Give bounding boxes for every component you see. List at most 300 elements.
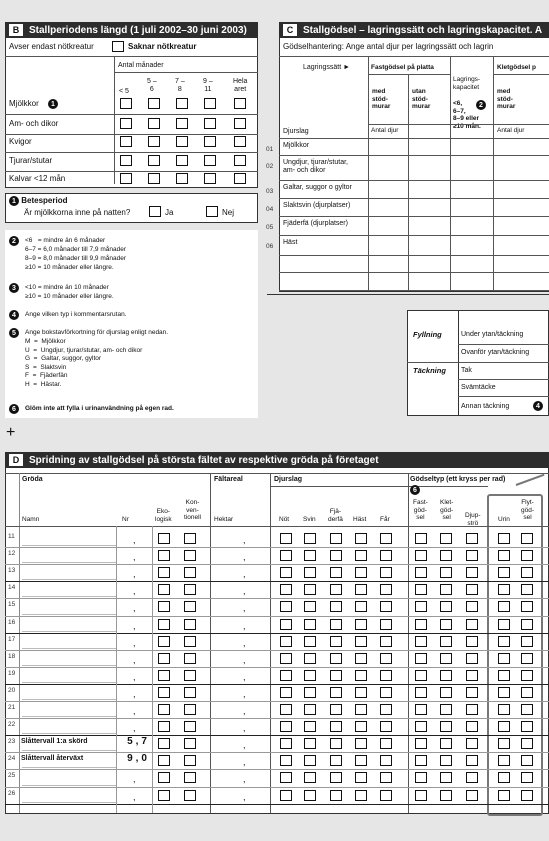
crop-name-input[interactable] bbox=[21, 772, 116, 784]
months-header: Antal månader bbox=[118, 62, 164, 69]
note-3-line: ≥10 = 10 månader eller längre. bbox=[25, 293, 114, 300]
spridning-checkbox[interactable] bbox=[355, 584, 367, 595]
hektar-input[interactable] bbox=[212, 702, 268, 716]
spridning-checkbox[interactable] bbox=[498, 721, 510, 732]
livestock-row-label: Kvigor bbox=[9, 137, 32, 146]
crop-name-input[interactable] bbox=[21, 636, 116, 648]
betesperiod-question: Är mjölkkorna inne på natten? bbox=[24, 208, 131, 217]
spridning-checkbox[interactable] bbox=[440, 687, 452, 698]
spridning-checkbox[interactable] bbox=[415, 636, 427, 647]
spridning-checkbox[interactable] bbox=[440, 755, 452, 766]
spridning-checkbox[interactable] bbox=[304, 653, 316, 664]
stallperiod-checkbox[interactable] bbox=[204, 136, 216, 147]
hektar-input[interactable] bbox=[212, 753, 268, 767]
spridning-checkbox[interactable] bbox=[158, 533, 170, 544]
spridning-checkbox[interactable] bbox=[330, 687, 342, 698]
spridning-checkbox[interactable] bbox=[280, 755, 292, 766]
spridning-checkbox[interactable] bbox=[158, 704, 170, 715]
spridning-checkbox[interactable] bbox=[498, 755, 510, 766]
spridning-checkbox[interactable] bbox=[355, 755, 367, 766]
spridning-checkbox[interactable] bbox=[380, 772, 392, 783]
stallperiod-checkbox[interactable] bbox=[234, 173, 246, 184]
spridning-checkbox[interactable] bbox=[355, 790, 367, 801]
spridning-checkbox[interactable] bbox=[415, 567, 427, 578]
spridning-checkbox[interactable] bbox=[355, 550, 367, 561]
antal-djur-input[interactable] bbox=[494, 217, 548, 234]
spridning-checkbox[interactable] bbox=[521, 533, 533, 544]
spridning-checkbox[interactable] bbox=[304, 584, 316, 595]
spridning-checkbox[interactable] bbox=[330, 790, 342, 801]
spridning-checkbox[interactable] bbox=[304, 755, 316, 766]
spridning-checkbox[interactable] bbox=[158, 653, 170, 664]
spridning-checkbox[interactable] bbox=[521, 567, 533, 578]
spridning-checkbox[interactable] bbox=[380, 601, 392, 612]
spridning-checkbox[interactable] bbox=[304, 721, 316, 732]
months-column-header: 5 – 6 bbox=[147, 78, 157, 93]
spridning-checkbox[interactable] bbox=[415, 772, 427, 783]
spridning-checkbox[interactable] bbox=[304, 772, 316, 783]
spridning-checkbox[interactable] bbox=[158, 550, 170, 561]
crop-name-input[interactable]: Slåttervall 1:a skörd bbox=[21, 738, 88, 746]
spridning-checkbox[interactable] bbox=[184, 790, 196, 801]
hektar-input[interactable] bbox=[212, 788, 268, 802]
spridning-checkbox[interactable] bbox=[440, 601, 452, 612]
spridning-checkbox[interactable] bbox=[498, 653, 510, 664]
spridning-checkbox[interactable] bbox=[498, 636, 510, 647]
spridning-checkbox[interactable] bbox=[380, 636, 392, 647]
antal-djur-input[interactable] bbox=[494, 181, 548, 197]
crop-name-input[interactable]: Slåttervall återväxt bbox=[21, 755, 84, 763]
spridning-checkbox[interactable] bbox=[280, 567, 292, 578]
spridning-checkbox[interactable] bbox=[184, 704, 196, 715]
saknar-notkreatur-checkbox[interactable] bbox=[112, 41, 124, 52]
spridning-checkbox[interactable] bbox=[440, 636, 452, 647]
spridning-checkbox[interactable] bbox=[304, 567, 316, 578]
decimal-comma: , bbox=[133, 552, 136, 563]
note-2-line: ≥10 = 10 månader eller längre. bbox=[25, 264, 114, 271]
antal-djur-input[interactable] bbox=[494, 139, 548, 154]
antal-djur-input[interactable] bbox=[409, 139, 449, 154]
antal-djur-input[interactable] bbox=[494, 156, 548, 179]
spridning-checkbox[interactable] bbox=[521, 601, 533, 612]
spridning-checkbox[interactable] bbox=[330, 670, 342, 681]
spridning-checkbox[interactable] bbox=[380, 790, 392, 801]
spridning-checkbox[interactable] bbox=[304, 619, 316, 630]
antal-djur-input[interactable] bbox=[451, 139, 492, 154]
spridning-checkbox[interactable] bbox=[415, 704, 427, 715]
stallperiod-checkbox[interactable] bbox=[120, 118, 132, 129]
antal-djur-input[interactable] bbox=[451, 217, 492, 234]
spridning-checkbox[interactable] bbox=[355, 567, 367, 578]
spridning-checkbox[interactable] bbox=[184, 619, 196, 630]
hektar-input[interactable] bbox=[212, 617, 268, 631]
crop-name-input[interactable] bbox=[21, 567, 116, 579]
spridning-checkbox[interactable] bbox=[440, 550, 452, 561]
spridning-checkbox[interactable] bbox=[280, 704, 292, 715]
stallperiod-checkbox[interactable] bbox=[234, 155, 246, 166]
spridning-checkbox[interactable] bbox=[415, 687, 427, 698]
spridning-checkbox[interactable] bbox=[330, 704, 342, 715]
spridning-checkbox[interactable] bbox=[280, 772, 292, 783]
spridning-checkbox[interactable] bbox=[521, 670, 533, 681]
antal-djur-input[interactable] bbox=[451, 156, 492, 179]
spridning-checkbox[interactable] bbox=[440, 704, 452, 715]
spridning-checkbox[interactable] bbox=[355, 772, 367, 783]
spridning-checkbox[interactable] bbox=[304, 687, 316, 698]
spridning-checkbox[interactable] bbox=[466, 704, 478, 715]
spridning-checkbox[interactable] bbox=[330, 601, 342, 612]
spridning-checkbox[interactable] bbox=[280, 550, 292, 561]
crop-name-input[interactable] bbox=[21, 619, 116, 631]
decimal-comma: , bbox=[243, 723, 246, 734]
spridning-checkbox[interactable] bbox=[498, 533, 510, 544]
spridning-checkbox[interactable] bbox=[466, 670, 478, 681]
spridning-checkbox[interactable] bbox=[415, 738, 427, 749]
spridning-checkbox[interactable] bbox=[304, 636, 316, 647]
spridning-checkbox[interactable] bbox=[330, 567, 342, 578]
spridning-checkbox[interactable] bbox=[521, 738, 533, 749]
spridning-checkbox[interactable] bbox=[380, 550, 392, 561]
hektar-input[interactable] bbox=[212, 548, 268, 562]
spridning-checkbox[interactable] bbox=[380, 755, 392, 766]
spridning-checkbox[interactable] bbox=[521, 687, 533, 698]
spridning-checkbox[interactable] bbox=[440, 772, 452, 783]
spridning-checkbox[interactable] bbox=[466, 550, 478, 561]
antal-djur-input[interactable] bbox=[409, 156, 449, 179]
antal-djur-input[interactable] bbox=[409, 181, 449, 197]
spridning-checkbox[interactable] bbox=[498, 704, 510, 715]
spridning-checkbox[interactable] bbox=[521, 721, 533, 732]
spridning-checkbox[interactable] bbox=[466, 738, 478, 749]
spridning-checkbox[interactable] bbox=[158, 790, 170, 801]
spridning-checkbox[interactable] bbox=[521, 619, 533, 630]
stallperiod-checkbox[interactable] bbox=[148, 155, 160, 166]
spridning-checkbox[interactable] bbox=[158, 687, 170, 698]
spridning-checkbox[interactable] bbox=[330, 755, 342, 766]
stallperiod-checkbox[interactable] bbox=[148, 98, 160, 109]
spridning-checkbox[interactable] bbox=[466, 636, 478, 647]
spridning-checkbox[interactable] bbox=[304, 533, 316, 544]
spridning-checkbox[interactable] bbox=[521, 790, 533, 801]
hektar-input[interactable] bbox=[212, 531, 268, 545]
antal-djur-input[interactable] bbox=[369, 181, 407, 197]
spridning-checkbox[interactable] bbox=[498, 670, 510, 681]
antal-djur-input[interactable] bbox=[451, 236, 492, 254]
spridning-checkbox[interactable] bbox=[280, 721, 292, 732]
spridning-checkbox[interactable] bbox=[498, 738, 510, 749]
antal-djur-input[interactable] bbox=[369, 236, 407, 254]
spridning-checkbox[interactable] bbox=[498, 601, 510, 612]
antal-djur-input[interactable] bbox=[369, 217, 407, 234]
spridning-checkbox[interactable] bbox=[330, 738, 342, 749]
spridning-checkbox[interactable] bbox=[521, 653, 533, 664]
spridning-checkbox[interactable] bbox=[466, 687, 478, 698]
spridning-checkbox[interactable] bbox=[184, 772, 196, 783]
spridning-checkbox[interactable] bbox=[521, 584, 533, 595]
spridning-checkbox[interactable] bbox=[304, 790, 316, 801]
spridning-checkbox[interactable] bbox=[415, 790, 427, 801]
spridning-checkbox[interactable] bbox=[415, 584, 427, 595]
spridning-checkbox[interactable] bbox=[415, 550, 427, 561]
spridning-checkbox[interactable] bbox=[304, 670, 316, 681]
stallperiod-checkbox[interactable] bbox=[120, 136, 132, 147]
stallperiod-checkbox[interactable] bbox=[120, 155, 132, 166]
stallperiod-checkbox[interactable] bbox=[148, 136, 160, 147]
spridning-checkbox[interactable] bbox=[415, 653, 427, 664]
stallperiod-checkbox[interactable] bbox=[148, 118, 160, 129]
spridning-checkbox[interactable] bbox=[184, 636, 196, 647]
animal-type-label: Slaktsvin (djurplatser) bbox=[283, 202, 351, 209]
antal-djur-input[interactable] bbox=[369, 139, 407, 154]
spridning-checkbox[interactable] bbox=[184, 533, 196, 544]
spridning-checkbox[interactable] bbox=[184, 670, 196, 681]
djurslag-header: Djurslag bbox=[283, 128, 309, 135]
spridning-checkbox[interactable] bbox=[380, 619, 392, 630]
spridning-checkbox[interactable] bbox=[330, 653, 342, 664]
spridning-checkbox[interactable] bbox=[184, 738, 196, 749]
crop-code-input[interactable]: 9,0 bbox=[127, 753, 150, 765]
spridning-checkbox[interactable] bbox=[440, 738, 452, 749]
spridning-checkbox[interactable] bbox=[380, 721, 392, 732]
decimal-comma: , bbox=[133, 603, 136, 614]
spridning-checkbox[interactable] bbox=[380, 533, 392, 544]
spridning-checkbox[interactable] bbox=[280, 687, 292, 698]
spridning-checkbox[interactable] bbox=[158, 636, 170, 647]
godseltyp-col-header: Urin bbox=[498, 516, 510, 523]
spridning-checkbox[interactable] bbox=[280, 790, 292, 801]
antal-djur-input[interactable] bbox=[494, 236, 548, 254]
antal-djur-input[interactable] bbox=[409, 236, 449, 254]
spridning-checkbox[interactable] bbox=[498, 619, 510, 630]
spridning-checkbox[interactable] bbox=[498, 584, 510, 595]
hektar-input[interactable] bbox=[212, 770, 268, 784]
spridning-checkbox[interactable] bbox=[521, 755, 533, 766]
spridning-checkbox[interactable] bbox=[330, 550, 342, 561]
crop-name-input[interactable] bbox=[21, 533, 116, 545]
stallperiod-checkbox[interactable] bbox=[234, 118, 246, 129]
decimal-comma: , bbox=[243, 603, 246, 614]
row-number: 18 bbox=[8, 652, 16, 660]
spridning-checkbox[interactable] bbox=[158, 601, 170, 612]
spridning-checkbox[interactable] bbox=[521, 550, 533, 561]
spridning-checkbox[interactable] bbox=[158, 772, 170, 783]
spridning-checkbox[interactable] bbox=[466, 601, 478, 612]
stallperiod-checkbox[interactable] bbox=[176, 98, 188, 109]
spridning-checkbox[interactable] bbox=[498, 790, 510, 801]
stallperiod-checkbox[interactable] bbox=[120, 173, 132, 184]
crop-name-input[interactable] bbox=[21, 653, 116, 665]
spridning-checkbox[interactable] bbox=[498, 567, 510, 578]
spridning-checkbox[interactable] bbox=[466, 721, 478, 732]
stallperiod-checkbox[interactable] bbox=[176, 173, 188, 184]
antal-djur-input[interactable] bbox=[409, 217, 449, 234]
spridning-checkbox[interactable] bbox=[440, 721, 452, 732]
spridning-checkbox[interactable] bbox=[184, 653, 196, 664]
spridning-checkbox[interactable] bbox=[280, 670, 292, 681]
hektar-input[interactable] bbox=[212, 634, 268, 648]
crop-name-input[interactable] bbox=[21, 584, 116, 596]
spridning-checkbox[interactable] bbox=[380, 567, 392, 578]
stallperiod-checkbox[interactable] bbox=[148, 173, 160, 184]
spridning-checkbox[interactable] bbox=[380, 670, 392, 681]
spridning-checkbox[interactable] bbox=[380, 584, 392, 595]
spridning-checkbox[interactable] bbox=[330, 619, 342, 630]
spridning-checkbox[interactable] bbox=[280, 619, 292, 630]
spridning-checkbox[interactable] bbox=[355, 653, 367, 664]
spridning-checkbox[interactable] bbox=[304, 550, 316, 561]
stallperiod-checkbox[interactable] bbox=[204, 155, 216, 166]
spridning-checkbox[interactable] bbox=[158, 619, 170, 630]
spridning-checkbox[interactable] bbox=[466, 790, 478, 801]
spridning-checkbox[interactable] bbox=[415, 533, 427, 544]
spridning-checkbox[interactable] bbox=[304, 704, 316, 715]
spridning-checkbox[interactable] bbox=[158, 755, 170, 766]
spridning-checkbox[interactable] bbox=[498, 550, 510, 561]
crop-code-input[interactable]: 5,7 bbox=[127, 736, 150, 748]
hektar-input[interactable] bbox=[212, 719, 268, 733]
antal-djur-input[interactable] bbox=[494, 199, 548, 215]
antal-djur-input[interactable] bbox=[451, 181, 492, 197]
spridning-checkbox[interactable] bbox=[330, 721, 342, 732]
hektar-input[interactable] bbox=[212, 565, 268, 579]
spridning-checkbox[interactable] bbox=[466, 653, 478, 664]
spridning-checkbox[interactable] bbox=[440, 584, 452, 595]
spridning-checkbox[interactable] bbox=[380, 738, 392, 749]
spridning-checkbox[interactable] bbox=[330, 533, 342, 544]
stallperiod-checkbox[interactable] bbox=[234, 98, 246, 109]
spridning-checkbox[interactable] bbox=[466, 755, 478, 766]
spridning-checkbox[interactable] bbox=[158, 670, 170, 681]
hektar-input[interactable] bbox=[212, 685, 268, 699]
spridning-checkbox[interactable] bbox=[330, 584, 342, 595]
spridning-checkbox[interactable] bbox=[280, 533, 292, 544]
spridning-checkbox[interactable] bbox=[280, 601, 292, 612]
spridning-checkbox[interactable] bbox=[355, 636, 367, 647]
spridning-checkbox[interactable] bbox=[380, 653, 392, 664]
stallperiod-checkbox[interactable] bbox=[234, 136, 246, 147]
spridning-checkbox[interactable] bbox=[440, 670, 452, 681]
godseltyp-col-header: Flyt- göd- sel bbox=[521, 499, 535, 521]
spridning-checkbox[interactable] bbox=[355, 704, 367, 715]
spridning-checkbox[interactable] bbox=[158, 721, 170, 732]
spridning-checkbox[interactable] bbox=[355, 619, 367, 630]
spridning-checkbox[interactable] bbox=[355, 687, 367, 698]
spridning-checkbox[interactable] bbox=[440, 567, 452, 578]
spridning-checkbox[interactable] bbox=[380, 687, 392, 698]
crop-name-input[interactable] bbox=[21, 790, 116, 802]
crop-name-input[interactable] bbox=[21, 704, 116, 716]
spridning-checkbox[interactable] bbox=[355, 670, 367, 681]
spridning-checkbox[interactable] bbox=[355, 721, 367, 732]
stallperiod-checkbox[interactable] bbox=[120, 98, 132, 109]
spridning-checkbox[interactable] bbox=[184, 687, 196, 698]
spridning-checkbox[interactable] bbox=[280, 738, 292, 749]
row-number: 05 bbox=[266, 224, 274, 231]
spridning-checkbox[interactable] bbox=[184, 584, 196, 595]
spridning-checkbox[interactable] bbox=[280, 636, 292, 647]
stallperiod-checkbox[interactable] bbox=[204, 118, 216, 129]
spridning-checkbox[interactable] bbox=[415, 721, 427, 732]
spridning-checkbox[interactable] bbox=[158, 584, 170, 595]
spridning-checkbox[interactable] bbox=[158, 738, 170, 749]
spridning-checkbox[interactable] bbox=[280, 653, 292, 664]
spridning-checkbox[interactable] bbox=[440, 619, 452, 630]
spridning-checkbox[interactable] bbox=[466, 567, 478, 578]
spridning-checkbox[interactable] bbox=[440, 533, 452, 544]
spridning-checkbox[interactable] bbox=[304, 601, 316, 612]
stallperiod-checkbox[interactable] bbox=[176, 136, 188, 147]
nej-checkbox[interactable] bbox=[206, 206, 218, 217]
spridning-checkbox[interactable] bbox=[440, 790, 452, 801]
antal-djur-input[interactable] bbox=[369, 156, 407, 179]
spridning-checkbox[interactable] bbox=[415, 755, 427, 766]
spridning-checkbox[interactable] bbox=[498, 687, 510, 698]
spridning-checkbox[interactable] bbox=[184, 721, 196, 732]
spridning-checkbox[interactable] bbox=[158, 567, 170, 578]
spridning-checkbox[interactable] bbox=[280, 584, 292, 595]
spridning-checkbox[interactable] bbox=[466, 584, 478, 595]
spridning-checkbox[interactable] bbox=[521, 772, 533, 783]
crop-name-input[interactable] bbox=[21, 721, 116, 733]
hektar-input[interactable] bbox=[212, 599, 268, 613]
hektar-input[interactable] bbox=[212, 582, 268, 596]
spridning-checkbox[interactable] bbox=[380, 704, 392, 715]
spridning-checkbox[interactable] bbox=[304, 738, 316, 749]
spridning-checkbox[interactable] bbox=[355, 533, 367, 544]
spridning-checkbox[interactable] bbox=[466, 533, 478, 544]
nr-header: Nr bbox=[122, 516, 129, 523]
stallperiod-checkbox[interactable] bbox=[176, 155, 188, 166]
hektar-input[interactable] bbox=[212, 651, 268, 665]
spridning-checkbox[interactable] bbox=[521, 636, 533, 647]
hektar-input[interactable] bbox=[212, 668, 268, 682]
animal-type-label: Mjölkkor bbox=[283, 142, 310, 149]
spridning-checkbox[interactable] bbox=[184, 550, 196, 561]
spridning-checkbox[interactable] bbox=[355, 738, 367, 749]
note-5-line: F = Fjäderfän bbox=[25, 372, 68, 380]
antal-djur-input[interactable] bbox=[409, 199, 449, 215]
crop-name-input[interactable] bbox=[21, 550, 116, 562]
spridning-checkbox[interactable] bbox=[521, 704, 533, 715]
antal-djur-input[interactable] bbox=[451, 199, 492, 215]
hektar-header: Hektar bbox=[214, 516, 234, 523]
spridning-checkbox[interactable] bbox=[415, 601, 427, 612]
spridning-checkbox[interactable] bbox=[355, 601, 367, 612]
ja-checkbox[interactable] bbox=[149, 206, 161, 217]
spridning-checkbox[interactable] bbox=[330, 636, 342, 647]
stallperiod-checkbox[interactable] bbox=[204, 98, 216, 109]
spridning-checkbox[interactable] bbox=[184, 755, 196, 766]
spridning-checkbox[interactable] bbox=[330, 772, 342, 783]
crop-name-input[interactable] bbox=[21, 670, 116, 682]
spridning-checkbox[interactable] bbox=[184, 567, 196, 578]
under-ytan-label: Under ytan/täckning bbox=[461, 331, 524, 338]
crop-name-input[interactable] bbox=[21, 601, 116, 613]
stallperiod-checkbox[interactable] bbox=[176, 118, 188, 129]
hektar-input[interactable] bbox=[212, 736, 268, 750]
spridning-checkbox[interactable] bbox=[415, 619, 427, 630]
crop-name-input[interactable] bbox=[21, 687, 116, 699]
spridning-checkbox[interactable] bbox=[415, 670, 427, 681]
spridning-checkbox[interactable] bbox=[466, 772, 478, 783]
antal-djur-input[interactable] bbox=[369, 199, 407, 215]
spridning-checkbox[interactable] bbox=[184, 601, 196, 612]
spridning-checkbox[interactable] bbox=[466, 619, 478, 630]
antal-djur-header: Antal djur bbox=[497, 127, 525, 134]
spridning-checkbox[interactable] bbox=[498, 772, 510, 783]
spridning-checkbox[interactable] bbox=[440, 653, 452, 664]
stallperiod-checkbox[interactable] bbox=[204, 173, 216, 184]
